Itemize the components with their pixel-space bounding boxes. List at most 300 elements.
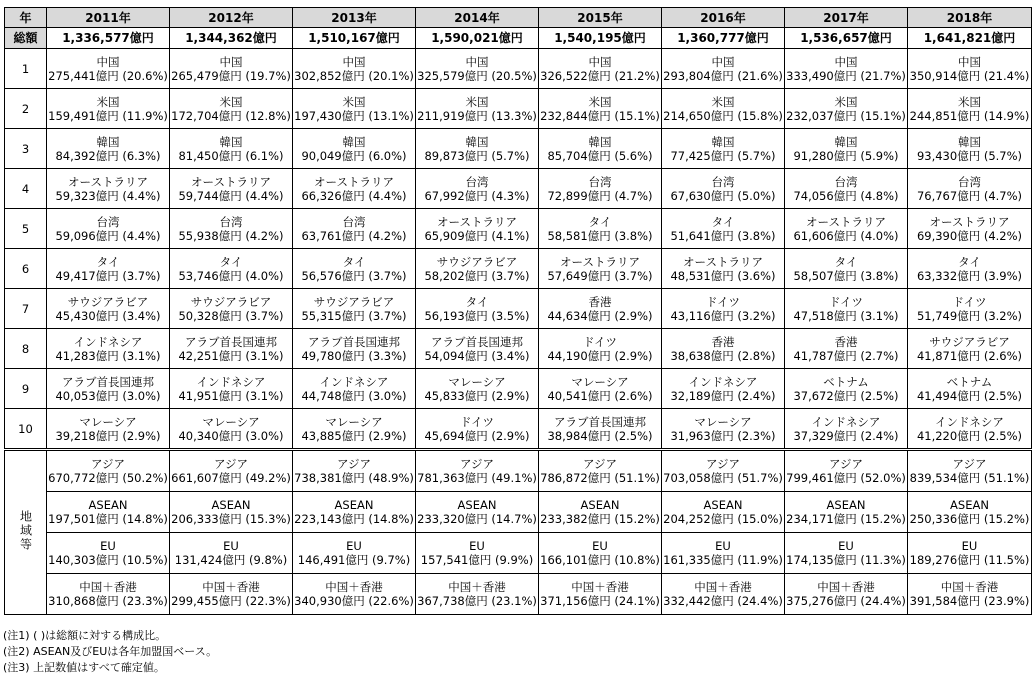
table-cell bbox=[785, 129, 908, 169]
rank-row bbox=[5, 89, 1032, 129]
rank-row bbox=[5, 369, 1032, 409]
table-cell bbox=[662, 129, 785, 169]
country-name: 台湾 bbox=[342, 214, 366, 229]
table-cell bbox=[908, 533, 1032, 574]
amount-share: 326,522億円 (21.2%) bbox=[540, 68, 660, 83]
amount-share: 375,276億円 (24.4%) bbox=[786, 594, 906, 608]
amount-share: 40,053億円 (3.0%) bbox=[55, 388, 161, 403]
country-name: EU bbox=[592, 539, 608, 553]
table-cell bbox=[539, 249, 662, 289]
country-name: EU bbox=[715, 539, 731, 553]
table-cell bbox=[662, 492, 785, 533]
country-name: 中国＋香港 bbox=[694, 580, 752, 594]
amount-share: 333,490億円 (21.7%) bbox=[786, 68, 906, 83]
table-cell bbox=[170, 533, 293, 574]
table-cell bbox=[416, 329, 539, 369]
table-cell bbox=[908, 129, 1032, 169]
rank-number: 1 bbox=[5, 49, 47, 89]
table-cell bbox=[293, 49, 416, 89]
country-name: 中国＋香港 bbox=[79, 580, 137, 594]
table-cell bbox=[785, 249, 908, 289]
amount-share: 84,392億円 (6.3%) bbox=[55, 148, 161, 163]
table-cell bbox=[908, 574, 1032, 615]
trade-ranking-table bbox=[4, 7, 1032, 615]
table-cell bbox=[416, 533, 539, 574]
amount-share: 197,430億円 (13.1%) bbox=[294, 108, 414, 123]
amount-share: 31,963億円 (2.3%) bbox=[670, 428, 776, 443]
country-name: 韓国 bbox=[96, 134, 120, 149]
country-name: オーストラリア bbox=[314, 174, 394, 189]
table-cell bbox=[539, 329, 662, 369]
country-name: アジア bbox=[336, 457, 372, 471]
country-name: 香港 bbox=[711, 334, 735, 349]
amount-share: 63,332億円 (3.9%) bbox=[916, 268, 1023, 283]
country-name: EU bbox=[961, 539, 978, 553]
country-name: 中国 bbox=[711, 54, 735, 69]
table-cell bbox=[416, 249, 539, 289]
amount-share: 43,885億円 (2.9%) bbox=[301, 428, 407, 443]
country-name: 中国＋香港 bbox=[940, 580, 999, 594]
amount-share: 299,455億円 (22.3%) bbox=[171, 594, 291, 608]
country-name: ドイツ bbox=[706, 294, 740, 309]
table-cell bbox=[662, 49, 785, 89]
total-value: 1,510,167億円 bbox=[293, 28, 416, 49]
country-name: 米国 bbox=[96, 94, 120, 109]
amount-share: 332,442億円 (24.4%) bbox=[663, 594, 783, 608]
table-cell bbox=[785, 49, 908, 89]
amount-share: 41,787億円 (2.7%) bbox=[793, 348, 899, 363]
table-cell bbox=[539, 450, 662, 492]
country-name: タイ bbox=[711, 214, 735, 229]
table-cell bbox=[908, 369, 1032, 409]
country-name: アジア bbox=[582, 457, 618, 471]
country-name: アラブ首長国連邦 bbox=[431, 334, 523, 349]
country-name: 韓国 bbox=[588, 134, 612, 149]
country-name: アラブ首長国連邦 bbox=[308, 334, 400, 349]
table-cell bbox=[416, 492, 539, 533]
country-name: インドネシア bbox=[319, 374, 389, 389]
amount-share: 58,507億円 (3.8%) bbox=[793, 268, 899, 283]
amount-share: 223,143億円 (14.8%) bbox=[294, 512, 414, 526]
country-name: ASEAN bbox=[826, 498, 866, 512]
amount-share: 49,417億円 (3.7%) bbox=[55, 268, 161, 283]
amount-share: 40,340億円 (3.0%) bbox=[178, 428, 284, 443]
country-name: 香港 bbox=[588, 294, 612, 309]
country-name: マレーシア bbox=[694, 414, 752, 429]
country-name: 中国 bbox=[342, 54, 366, 69]
table-cell bbox=[908, 289, 1032, 329]
rank-row bbox=[5, 169, 1032, 209]
amount-share: 197,501億円 (14.8%) bbox=[48, 512, 168, 526]
country-name: 韓国 bbox=[219, 134, 243, 149]
country-name: 中国＋香港 bbox=[817, 580, 875, 594]
total-value: 1,336,577億円 bbox=[47, 28, 170, 49]
amount-share: 172,704億円 (12.8%) bbox=[171, 108, 291, 123]
footnotes bbox=[3, 628, 217, 676]
amount-share: 55,938億円 (4.2%) bbox=[178, 228, 284, 243]
country-name: サウジアラビア bbox=[313, 294, 395, 309]
table-cell bbox=[293, 89, 416, 129]
year-header: 2015年 bbox=[539, 8, 662, 28]
region-row bbox=[5, 533, 1032, 574]
country-name: アラブ首長国連邦 bbox=[62, 374, 154, 389]
country-name: EU bbox=[100, 539, 116, 553]
country-name: タイ bbox=[219, 254, 243, 269]
amount-share: 51,749億円 (3.2%) bbox=[916, 308, 1023, 323]
amount-share: 146,491億円 (9.7%) bbox=[297, 553, 411, 567]
table-cell bbox=[785, 574, 908, 615]
table-cell bbox=[47, 533, 170, 574]
year-header: 2011年 bbox=[47, 8, 170, 28]
country-name: マレーシア bbox=[448, 374, 506, 389]
amount-share: 44,634億円 (2.9%) bbox=[547, 308, 653, 323]
country-name: 中国 bbox=[96, 54, 120, 69]
total-value: 1,360,777億円 bbox=[662, 28, 785, 49]
total-row bbox=[5, 28, 1032, 49]
table-cell bbox=[662, 450, 785, 492]
country-name: 米国 bbox=[588, 94, 612, 109]
country-name: インドネシア bbox=[196, 374, 266, 389]
amount-share: 72,899億円 (4.7%) bbox=[547, 188, 653, 203]
year-header: 2013年 bbox=[293, 8, 416, 28]
country-name: オーストラリア bbox=[683, 254, 763, 269]
country-name: ドイツ bbox=[460, 414, 494, 429]
amount-share: 39,218億円 (2.9%) bbox=[55, 428, 161, 443]
table-cell bbox=[170, 249, 293, 289]
region-row bbox=[5, 574, 1032, 615]
country-name: 韓国 bbox=[958, 134, 981, 149]
country-name: 米国 bbox=[342, 94, 366, 109]
total-value: 1,641,821億円 bbox=[908, 28, 1032, 49]
rank-row bbox=[5, 249, 1032, 289]
table-cell bbox=[293, 369, 416, 409]
table-cell bbox=[416, 409, 539, 450]
country-name: ドイツ bbox=[952, 294, 987, 309]
country-name: アジア bbox=[828, 457, 864, 471]
table-cell bbox=[416, 289, 539, 329]
rank-number: 4 bbox=[5, 169, 47, 209]
amount-share: 40,541億円 (2.6%) bbox=[547, 388, 653, 403]
amount-share: 839,534億円 (51.1%) bbox=[909, 471, 1030, 485]
country-name: 米国 bbox=[219, 94, 243, 109]
table-cell bbox=[785, 209, 908, 249]
year-header: 2012年 bbox=[170, 8, 293, 28]
amount-share: 69,390億円 (4.2%) bbox=[916, 228, 1023, 243]
amount-share: 232,844億円 (15.1%) bbox=[540, 108, 660, 123]
region-row bbox=[5, 450, 1032, 492]
amount-share: 42,251億円 (3.1%) bbox=[178, 348, 284, 363]
country-name: マレーシア bbox=[202, 414, 260, 429]
table-cell bbox=[416, 574, 539, 615]
amount-share: 41,871億円 (2.6%) bbox=[916, 348, 1023, 363]
country-name: アジア bbox=[459, 457, 495, 471]
amount-share: 56,576億円 (3.7%) bbox=[301, 268, 407, 283]
table-cell bbox=[293, 533, 416, 574]
amount-share: 56,193億円 (3.5%) bbox=[424, 308, 530, 323]
country-name: 中国 bbox=[834, 54, 858, 69]
country-name: 中国＋香港 bbox=[325, 580, 383, 594]
footnote: (注2) ASEAN及びEUは各年加盟国ベース。 bbox=[3, 645, 218, 658]
table-cell bbox=[662, 209, 785, 249]
amount-share: 244,851億円 (14.9%) bbox=[909, 108, 1030, 123]
table-cell bbox=[293, 249, 416, 289]
table-cell bbox=[170, 49, 293, 89]
table-cell bbox=[170, 129, 293, 169]
country-name: サウジアラビア bbox=[436, 254, 518, 269]
country-name: ベトナム bbox=[946, 374, 993, 389]
table-cell bbox=[539, 209, 662, 249]
country-name: 米国 bbox=[834, 94, 858, 109]
amount-share: 233,320億円 (14.7%) bbox=[417, 512, 537, 526]
rank-number: 10 bbox=[5, 409, 47, 450]
amount-share: 204,252億円 (15.0%) bbox=[663, 512, 783, 526]
country-name: 韓国 bbox=[711, 134, 735, 149]
country-name: タイ bbox=[958, 254, 981, 269]
country-name: インドネシア bbox=[688, 374, 758, 389]
table-cell bbox=[662, 89, 785, 129]
region-label: 地域等 bbox=[18, 510, 33, 552]
country-name: マレーシア bbox=[571, 374, 629, 389]
amount-share: 41,283億円 (3.1%) bbox=[55, 348, 161, 363]
table-cell bbox=[785, 169, 908, 209]
country-name: タイ bbox=[96, 254, 120, 269]
amount-share: 59,096億円 (4.4%) bbox=[55, 228, 161, 243]
amount-share: 41,494億円 (2.5%) bbox=[916, 388, 1023, 403]
country-name: 中国 bbox=[219, 54, 243, 69]
country-name: EU bbox=[223, 539, 239, 553]
amount-share: 66,326億円 (4.4%) bbox=[301, 188, 407, 203]
amount-share: 74,056億円 (4.8%) bbox=[793, 188, 899, 203]
total-value: 1,344,362億円 bbox=[170, 28, 293, 49]
amount-share: 47,518億円 (3.1%) bbox=[793, 308, 899, 323]
rank-row bbox=[5, 129, 1032, 169]
amount-share: 65,909億円 (4.1%) bbox=[424, 228, 530, 243]
amount-share: 232,037億円 (15.1%) bbox=[786, 108, 906, 123]
footnote: (注1) ( )は総額に対する構成比。 bbox=[3, 629, 167, 642]
table-cell bbox=[170, 409, 293, 450]
table-cell bbox=[170, 289, 293, 329]
total-value: 1,536,657億円 bbox=[785, 28, 908, 49]
amount-share: 340,930億円 (22.6%) bbox=[294, 594, 414, 608]
country-name: 台湾 bbox=[958, 174, 981, 189]
amount-share: 159,491億円 (11.9%) bbox=[48, 108, 168, 123]
amount-share: 89,873億円 (5.7%) bbox=[424, 148, 530, 163]
table-cell bbox=[293, 129, 416, 169]
country-name: オーストラリア bbox=[560, 254, 640, 269]
amount-share: 59,323億円 (4.4%) bbox=[55, 188, 161, 203]
table-cell bbox=[47, 409, 170, 450]
table-cell bbox=[539, 89, 662, 129]
table-cell bbox=[47, 249, 170, 289]
table-cell bbox=[908, 89, 1032, 129]
amount-share: 85,704億円 (5.6%) bbox=[547, 148, 653, 163]
table-cell bbox=[539, 289, 662, 329]
amount-share: 703,058億円 (51.7%) bbox=[663, 471, 783, 485]
country-name: 香港 bbox=[834, 334, 858, 349]
country-name: サウジアラビア bbox=[67, 294, 149, 309]
amount-share: 43,116億円 (3.2%) bbox=[670, 308, 776, 323]
country-name: ASEAN bbox=[334, 498, 374, 512]
total-label: 総額 bbox=[5, 28, 47, 49]
total-value: 1,590,021億円 bbox=[416, 28, 539, 49]
table-cell bbox=[293, 329, 416, 369]
amount-share: 44,748億円 (3.0%) bbox=[301, 388, 407, 403]
country-name: 台湾 bbox=[588, 174, 612, 189]
amount-share: 670,772億円 (50.2%) bbox=[48, 471, 168, 485]
table-cell bbox=[662, 369, 785, 409]
country-name: ASEAN bbox=[950, 498, 989, 512]
table-cell bbox=[662, 329, 785, 369]
table-cell bbox=[47, 129, 170, 169]
table-cell bbox=[416, 450, 539, 492]
country-name: ASEAN bbox=[580, 498, 620, 512]
table-cell bbox=[47, 492, 170, 533]
amount-share: 131,424億円 (9.8%) bbox=[174, 553, 288, 567]
year-header-row bbox=[5, 8, 1032, 28]
table-cell bbox=[908, 249, 1032, 289]
table-cell bbox=[785, 450, 908, 492]
rank-row bbox=[5, 329, 1032, 369]
country-name: ドイツ bbox=[829, 294, 863, 309]
amount-share: 799,461億円 (52.0%) bbox=[786, 471, 906, 485]
amount-share: 293,804億円 (21.6%) bbox=[663, 68, 783, 83]
amount-share: 53,746億円 (4.0%) bbox=[178, 268, 284, 283]
country-name: 中国 bbox=[588, 54, 612, 69]
amount-share: 59,744億円 (4.4%) bbox=[178, 188, 284, 203]
rank-number: 5 bbox=[5, 209, 47, 249]
amount-share: 661,607億円 (49.2%) bbox=[171, 471, 291, 485]
table-cell bbox=[785, 409, 908, 450]
table-cell bbox=[539, 49, 662, 89]
amount-share: 37,672億円 (2.5%) bbox=[793, 388, 899, 403]
table-cell bbox=[785, 533, 908, 574]
year-header: 2014年 bbox=[416, 8, 539, 28]
amount-share: 265,479億円 (19.7%) bbox=[171, 68, 291, 83]
amount-share: 781,363億円 (49.1%) bbox=[417, 471, 537, 485]
country-name: アラブ首長国連邦 bbox=[554, 414, 646, 429]
table-cell bbox=[662, 249, 785, 289]
rank-number: 7 bbox=[5, 289, 47, 329]
amount-share: 91,280億円 (5.9%) bbox=[793, 148, 899, 163]
table-cell bbox=[416, 369, 539, 409]
table-cell bbox=[47, 450, 170, 492]
country-name: ベトナム bbox=[823, 374, 869, 389]
amount-share: 49,780億円 (3.3%) bbox=[301, 348, 407, 363]
country-name: 台湾 bbox=[711, 174, 735, 189]
table-cell bbox=[293, 492, 416, 533]
country-name: オーストラリア bbox=[68, 174, 148, 189]
country-name: インドネシア bbox=[935, 414, 1004, 429]
amount-share: 350,914億円 (21.4%) bbox=[909, 68, 1030, 83]
table-cell bbox=[47, 574, 170, 615]
country-name: アジア bbox=[213, 457, 249, 471]
rank-number: 3 bbox=[5, 129, 47, 169]
amount-share: 50,328億円 (3.7%) bbox=[178, 308, 284, 323]
amount-share: 206,333億円 (15.3%) bbox=[171, 512, 291, 526]
amount-share: 76,767億円 (4.7%) bbox=[916, 188, 1023, 203]
table-cell bbox=[170, 492, 293, 533]
amount-share: 90,049億円 (6.0%) bbox=[301, 148, 407, 163]
country-name: アジア bbox=[952, 457, 987, 471]
country-name: 中国 bbox=[958, 54, 981, 69]
amount-share: 58,581億円 (3.8%) bbox=[547, 228, 653, 243]
country-name: オーストラリア bbox=[437, 214, 517, 229]
amount-share: 55,315億円 (3.7%) bbox=[301, 308, 407, 323]
table-cell bbox=[908, 450, 1032, 492]
table-cell bbox=[293, 209, 416, 249]
table-cell bbox=[908, 492, 1032, 533]
country-name: 台湾 bbox=[219, 214, 243, 229]
table-cell bbox=[416, 209, 539, 249]
rank-number: 6 bbox=[5, 249, 47, 289]
table-cell bbox=[416, 89, 539, 129]
country-name: EU bbox=[346, 539, 362, 553]
table-cell bbox=[416, 129, 539, 169]
amount-share: 32,189億円 (2.4%) bbox=[670, 388, 776, 403]
amount-share: 234,171億円 (15.2%) bbox=[786, 512, 906, 526]
amount-share: 45,430億円 (3.4%) bbox=[55, 308, 161, 323]
amount-share: 189,276億円 (11.5%) bbox=[909, 553, 1030, 567]
amount-share: 391,584億円 (23.9%) bbox=[909, 594, 1030, 608]
rank-row bbox=[5, 289, 1032, 329]
year-header: 2016年 bbox=[662, 8, 785, 28]
country-name: タイ bbox=[834, 254, 858, 269]
country-name: 中国＋香港 bbox=[202, 580, 260, 594]
table-cell bbox=[908, 169, 1032, 209]
amount-share: 157,541億円 (9.9%) bbox=[420, 553, 534, 567]
rank-number: 2 bbox=[5, 89, 47, 129]
table-cell bbox=[908, 209, 1032, 249]
amount-share: 211,919億円 (13.3%) bbox=[417, 108, 537, 123]
table-cell bbox=[47, 89, 170, 129]
year-header: 2018年 bbox=[908, 8, 1032, 28]
country-name: 韓国 bbox=[834, 134, 858, 149]
amount-share: 81,450億円 (6.1%) bbox=[178, 148, 284, 163]
region-label-cell bbox=[5, 450, 47, 615]
country-name: EU bbox=[469, 539, 485, 553]
table-cell bbox=[47, 209, 170, 249]
country-name: タイ bbox=[465, 294, 489, 309]
rank-row bbox=[5, 49, 1032, 89]
rank-row bbox=[5, 409, 1032, 450]
year-header: 2017年 bbox=[785, 8, 908, 28]
country-name: マレーシア bbox=[325, 414, 383, 429]
amount-share: 371,156億円 (24.1%) bbox=[540, 594, 660, 608]
country-name: タイ bbox=[588, 214, 612, 229]
amount-share: 250,336億円 (15.2%) bbox=[909, 512, 1030, 526]
country-name: アジア bbox=[90, 457, 126, 471]
amount-share: 37,329億円 (2.4%) bbox=[793, 428, 899, 443]
country-name: 台湾 bbox=[96, 214, 120, 229]
amount-share: 48,531億円 (3.6%) bbox=[670, 268, 776, 283]
amount-share: 738,381億円 (48.9%) bbox=[294, 471, 414, 485]
table-cell bbox=[47, 329, 170, 369]
amount-share: 67,992億円 (4.3%) bbox=[424, 188, 530, 203]
table-cell bbox=[662, 289, 785, 329]
amount-share: 77,425億円 (5.7%) bbox=[670, 148, 776, 163]
table-cell bbox=[539, 533, 662, 574]
amount-share: 54,094億円 (3.4%) bbox=[424, 348, 530, 363]
table-cell bbox=[293, 169, 416, 209]
table-cell bbox=[539, 129, 662, 169]
country-name: 中国＋香港 bbox=[448, 580, 506, 594]
rank-number: 8 bbox=[5, 329, 47, 369]
table-cell bbox=[416, 49, 539, 89]
rank-number: 9 bbox=[5, 369, 47, 409]
country-name: サウジアラビア bbox=[190, 294, 272, 309]
amount-share: 41,951億円 (3.1%) bbox=[178, 388, 284, 403]
amount-share: 57,649億円 (3.7%) bbox=[547, 268, 653, 283]
